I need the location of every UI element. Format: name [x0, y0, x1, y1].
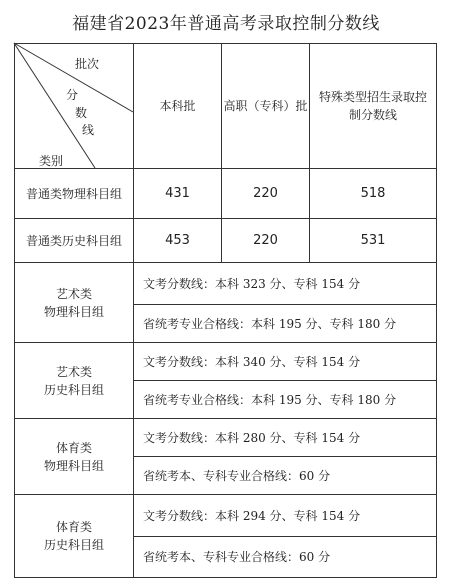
page-title: 福建省2023年普通高考录取控制分数线 [72, 14, 380, 34]
row-category: 普通类物理科目组 [25, 186, 122, 201]
header-vocational-label: 高职（专科）批 [223, 99, 308, 113]
corner-label-batch: 批次 [75, 57, 100, 71]
header-undergrad-label: 本科批 [159, 99, 196, 113]
header-special-label-line1: 特殊类型招生录取控 [318, 90, 427, 104]
corner-label-score-1: 分 [66, 88, 79, 102]
row-special-score: 518 [360, 185, 386, 201]
table-row [15, 219, 133, 262]
group-category-line2: 物理科目组 [43, 458, 104, 473]
group-professional-score-line: 省统考本、专科专业合格线：60 分 [143, 550, 331, 564]
row-special-score: 531 [360, 232, 386, 248]
group-category-line2: 物理科目组 [43, 304, 104, 319]
group-category [15, 495, 133, 577]
group-category-line2: 历史科目组 [43, 538, 104, 552]
group-culture-score-line: 文考分数线：本科 280 分、专科 154 分 [143, 430, 361, 445]
row-vocational-score: 220 [253, 185, 278, 201]
header-vocational [222, 44, 309, 168]
row-undergrad-score: 453 [165, 232, 190, 248]
table-row [15, 169, 133, 218]
corner-label-category: 类别 [39, 154, 64, 168]
row-undergrad-score: 431 [165, 185, 190, 201]
header-undergrad [134, 44, 221, 168]
group-category-line1: 艺术类 [55, 364, 92, 379]
corner-label-score-2: 数 [75, 106, 88, 120]
group-professional-score-line: 省统考专业合格线：本科 195 分、专科 180 分 [143, 316, 397, 331]
group-category-line1: 艺术类 [55, 286, 92, 301]
group-category-line1: 体育类 [55, 520, 92, 534]
group-category [15, 343, 133, 418]
group-culture-score-line: 文考分数线：本科 340 分、专科 154 分 [143, 354, 361, 369]
group-culture-score-line: 文考分数线：本科 294 分、专科 154 分 [143, 508, 361, 523]
header-special-label-line2: 制分数线 [348, 108, 397, 122]
header-special [310, 44, 436, 168]
group-category-line2: 历史科目组 [43, 382, 104, 397]
corner-label-score-3: 线 [82, 123, 95, 137]
group-category [15, 263, 133, 342]
group-category-line1: 体育类 [55, 440, 92, 455]
row-vocational-score: 220 [253, 232, 278, 248]
group-culture-score-line: 文考分数线：本科 323 分、专科 154 分 [143, 276, 361, 291]
group-professional-score-line: 省统考本、专科专业合格线：60 分 [143, 468, 331, 483]
row-category: 普通类历史科目组 [25, 233, 122, 248]
group-professional-score-line: 省统考专业合格线：本科 195 分、专科 180 分 [143, 392, 397, 407]
group-category [15, 419, 133, 494]
